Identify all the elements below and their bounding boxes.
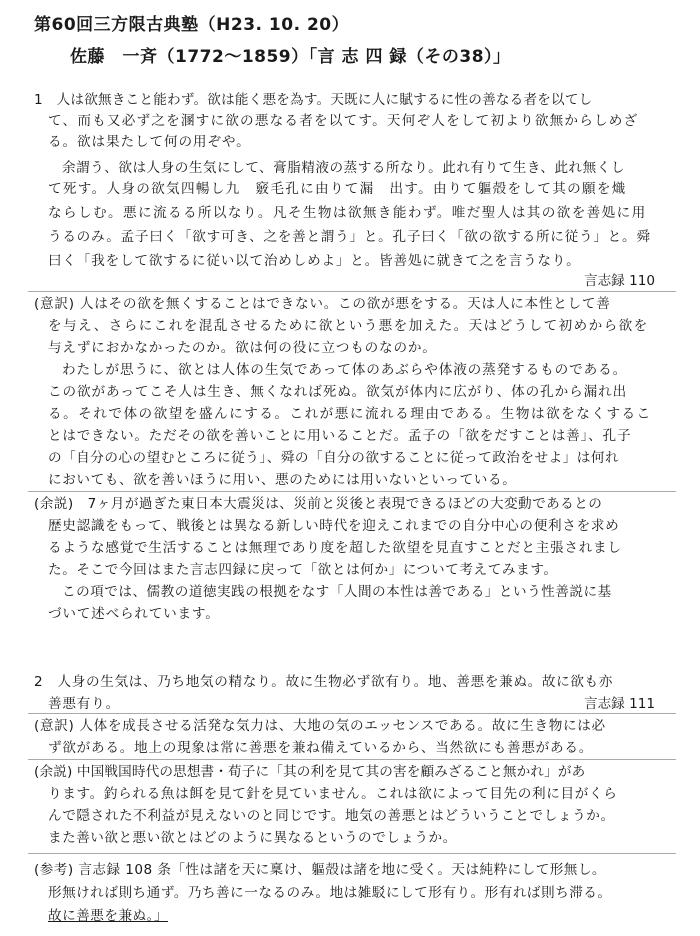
s1-translation-line: を与え、さらにこれを混乱させるために欲という悪を加えた。天はどうして初めから欲を — [48, 318, 649, 334]
s1-original-line: ならしむ。悪に流るる所以なり。凡そ生物は欲無き能わず。唯だ聖人は其の欲を善処に用 — [48, 205, 647, 221]
page-subtitle: 佐藤 一斉（1772〜1859）「言 志 四 録（その38）」 — [70, 47, 511, 67]
s2-translation-line: (意訳) 人体を成長させる活発な気力は、大地の気のエッセンスである。故に生き物には必 — [34, 718, 606, 734]
s2-original-line: 善悪有り。 — [48, 696, 120, 712]
s2-commentary-line: (余説) 中国戦国時代の思想書・荀子に「其の利を見て其の害を顧みざること無かれ」があ — [34, 764, 586, 780]
s1-commentary-line: た。そこで今回はまた言志四録に戻って「欲とは何か」について考えてみます。 — [48, 562, 558, 578]
s1-commentary-line: この項では、儒教の道徳実践の根拠をなす「人間の本性は善である」という性善説に基 — [62, 584, 612, 600]
s1-translation-line: る。それで体の欲望を盛んにする。これが悪に流れる理由である。生物は欲をなくするこ — [48, 406, 652, 422]
s1-commentary-line: るような感覚で生活することは無理であり度を超した欲望を見直すことだと主張されまし — [48, 540, 622, 556]
s2-commentary-line: ります。釣られる魚は餌を見て針を見ていません。これは欲によって目先の利に目がくら — [48, 786, 618, 802]
s1-original-line: 余謂う、欲は人身の生気にして、膏脂精液の蒸する所なり。此れ有りて生き、此れ無くし — [62, 160, 625, 176]
s2-commentary-line: んで隠された不利益が見えないのと同じです。地気の善悪とはどういうことでしょうか。 — [48, 808, 615, 824]
s2-reference-line: 故に善悪を兼ぬ。」 — [48, 908, 169, 924]
s1-original-line: 1 人は欲無きこと能わず。欲は能く悪を為す。天既に人に賦するに性の善なる者を以てし — [34, 92, 593, 108]
s1-original-line: て死す。人身の欲気四暢し九 竅毛孔に由りて漏 出す。由りて軀殻をして其の願を熾 — [48, 181, 627, 197]
s2-reference-line: (参考) 言志録 108 条「性は諸を天に稟け、軀殻は諸を地に受く。天は純粋にして形無し。 — [34, 862, 606, 878]
s2-reference-line: 形無ければ則ち通ず。乃ち善に一なるのみ。地は雑駁にして形有り。形有れば則ち滞る。 — [48, 885, 612, 901]
s1-original-line: て、而も又必ず之を溷すに欲の悪なる者を以てす。天何ぞ人をして初より欲無からしめざ — [48, 113, 639, 129]
divider — [28, 713, 676, 714]
s1-original-line: うるのみ。孟子曰く「欲す可き、之を善と謂う」と。孔子曰く「欲の欲する所に従う」と。舜 — [48, 229, 651, 245]
divider — [28, 759, 676, 760]
s1-original-line: る。欲は果たして何の用ぞや。 — [48, 134, 251, 150]
page-title: 第60回三方限古典塾（H23. 10. 20） — [34, 15, 350, 35]
s2-translation-line: ず欲がある。地上の現象は常に善悪を兼ね備えているから、当然欲にも善悪がある。 — [48, 740, 594, 756]
s1-commentary-line: (余説) 7ヶ月が過ぎた東日本大震災は、災前と災後と表現できるほどの大変動であるとの — [34, 496, 603, 512]
divider — [28, 291, 676, 292]
s1-source-ref: 言志録 110 — [584, 273, 656, 289]
s1-translation-line: においても、欲を善いほうに用い、悪のためには用いないといっている。 — [48, 472, 517, 488]
s1-commentary-line: づいて述べられています。 — [48, 606, 220, 622]
divider — [28, 853, 676, 854]
s1-translation-line: この欲があってこそ人は生き、無くなれば死ぬ。欲気が体内に広がり、体の孔から漏れ出 — [48, 384, 628, 400]
s1-original-line: 曰く「我をして欲するに従い以て治めしめよ」と。皆善処に就きて之を言うなり。 — [48, 253, 581, 269]
divider — [28, 491, 676, 492]
s1-translation-line: (意訳) 人はその欲を無くすることはできない。この欲が悪をする。天は人に本性として善 — [34, 296, 611, 312]
s2-original-line: 2 人身の生気は、乃ち地気の精なり。故に生物必ず欲有り。地、善悪を兼ぬ。故に欲も亦 — [34, 674, 614, 690]
s1-commentary-line: 歴史認識をもって、戦後とは異なる新しい時代を迎えこれまでの自分中心の便利さを求め — [48, 518, 620, 534]
s1-translation-line: の「自分の心の望むところに従う」、舜の「自分の欲することに従って政治をせよ」は何れ — [48, 450, 620, 466]
s2-commentary-line: また善い欲と悪い欲とはどのように異なるというのでしょうか。 — [48, 830, 457, 846]
s1-translation-line: わたしが思うに、欲とは人体の生気であって体のあぶらや体液の蒸発するものである。 — [62, 362, 628, 378]
s1-translation-line: とはできない。ただその欲を善いことに用いることだ。孟子の「欲をだすことは善」、孔子 — [48, 428, 632, 444]
s1-translation-line: 与えずにおかなかったのか。欲は何の役に立つものなのか。 — [48, 340, 437, 356]
s2-source-ref: 言志録 111 — [584, 696, 656, 712]
